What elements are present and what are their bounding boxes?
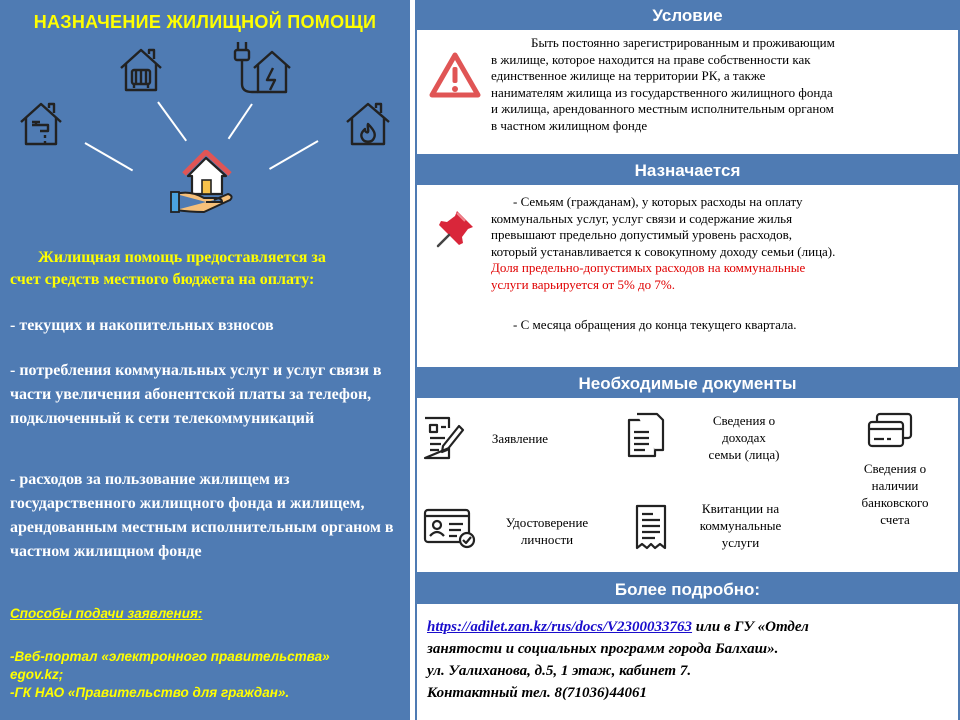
submission-method-line: -Веб-портал «электронного правительства» — [10, 649, 330, 664]
assigned-line: который устанавливается к совокупному доходу семьи (лица). — [491, 243, 836, 259]
document-label-line: Заявление — [491, 431, 549, 446]
submission-method-line: -ГК НАО «Правительство для граждан». — [10, 685, 290, 700]
assigned-header: Назначается — [634, 161, 741, 180]
expense-share-line: Доля предельно-допустимых расходов на коммунальные — [491, 260, 806, 275]
document-label — [487, 514, 607, 548]
condition-line: и жилища, арендованного местным исполнительным органом — [491, 101, 834, 116]
document-label — [679, 412, 809, 463]
condition-line: единственное жилище на территории РК, а также — [491, 68, 766, 83]
document-label-line: услуги — [721, 535, 760, 550]
submission-methods-title: Способы подачи заявления: — [10, 606, 203, 621]
assignment-period: - С месяца обращения до конца текущего квартала. — [513, 317, 797, 332]
contact-phone: Контактный тел. 8(71036)44061 — [427, 685, 647, 701]
condition-line: в жилище, которое находится на праве собственности как — [491, 51, 811, 67]
receipt-icon — [633, 504, 669, 550]
assigned-box — [417, 185, 958, 367]
condition-line: в частном жилищном фонде — [491, 117, 648, 133]
assigned-text — [491, 194, 946, 293]
left-panel — [0, 0, 410, 720]
document-label-line: семьи (лица) — [708, 447, 780, 462]
electric-house-icon — [232, 38, 292, 96]
more-first-line-text: или в ГУ «Отдел — [692, 619, 809, 635]
more-line: занятости и социальных программ города Балхаш». — [427, 641, 779, 657]
id-card-icon — [423, 504, 477, 550]
payment-item: - потребления коммунальных услуг и услуг связи в части увеличения абонентской платы за телефон, подключенный к сети телекоммуникаций — [10, 362, 382, 427]
documents-header: Необходимые документы — [578, 374, 797, 393]
condition-line: нанимателям жилища из государственного жилищного фонда — [491, 84, 833, 100]
ray-line — [85, 142, 134, 171]
document-label — [673, 500, 808, 551]
payment-item: - расходов за пользование жилищем из государственного жилищного фонда и жилищем, арендованным местным исполнительным органом в частном жилищном фонде — [10, 471, 394, 560]
document-label-line: банковского — [861, 495, 929, 510]
application-form-icon — [421, 416, 465, 460]
more-box — [417, 604, 958, 720]
documents-box — [417, 398, 958, 572]
condition-header: Условие — [652, 6, 723, 25]
assigned-line: коммунальных услуг, услуг связи и содержание жилья — [491, 210, 793, 226]
intro-text — [10, 247, 402, 291]
income-documents-icon — [625, 412, 671, 460]
more-header: Более подробно: — [614, 580, 761, 599]
document-label-line: наличии — [871, 478, 919, 493]
document-label-line: Квитанции на — [701, 501, 780, 516]
condition-text — [491, 35, 946, 134]
document-label-line: Сведения о — [863, 461, 927, 476]
intro-line: счет средств местного бюджета на оплату: — [10, 271, 315, 288]
ray-line — [228, 103, 253, 139]
condition-line: Быть постоянно зарегистрированным и проживающим — [531, 35, 835, 50]
payment-item: - текущих и накопительных взносов — [10, 317, 274, 334]
legal-act-link[interactable]: https://adilet.zan.kz/rus/docs/V2300033763 — [427, 619, 693, 635]
left-title: НАЗНАЧЕНИЕ ЖИЛИЩНОЙ ПОМОЩИ — [33, 12, 377, 32]
intro-line: Жилищная помощь предоставляется за — [38, 249, 326, 266]
hand-house-icon — [170, 150, 240, 214]
document-label-line: коммунальные — [699, 518, 782, 533]
submission-method-line: egov.kz; — [10, 667, 64, 682]
condition-box — [417, 30, 958, 154]
document-label-line: личности — [520, 532, 574, 547]
fire-house-icon — [344, 100, 392, 148]
pushpin-icon — [435, 207, 477, 249]
document-label-line: Удостоверение — [505, 515, 589, 530]
ray-line — [157, 101, 187, 141]
document-label — [475, 430, 565, 447]
bank-card-icon — [867, 412, 913, 452]
document-label-line: счета — [880, 512, 910, 527]
expense-share-line: услуги варьируется от 5% до 7%. — [491, 276, 675, 292]
right-panel — [415, 0, 960, 720]
assigned-line: превышают предельно допустимый уровень расходов, — [491, 227, 793, 242]
submission-methods — [10, 648, 405, 702]
document-label-line: Сведения о — [712, 413, 776, 428]
assigned-line: - Семьям (гражданам), у которых расходы на оплату — [513, 194, 803, 209]
document-label — [835, 460, 955, 528]
ray-line — [269, 140, 318, 170]
heating-house-icon — [118, 46, 164, 94]
more-first-line — [427, 616, 952, 638]
faucet-house-icon — [18, 100, 64, 148]
document-label-line: доходах — [722, 430, 766, 445]
more-line: ул. Уалиханова, д.5, 1 этаж, кабинет 7. — [427, 663, 692, 679]
warning-icon — [429, 52, 481, 98]
